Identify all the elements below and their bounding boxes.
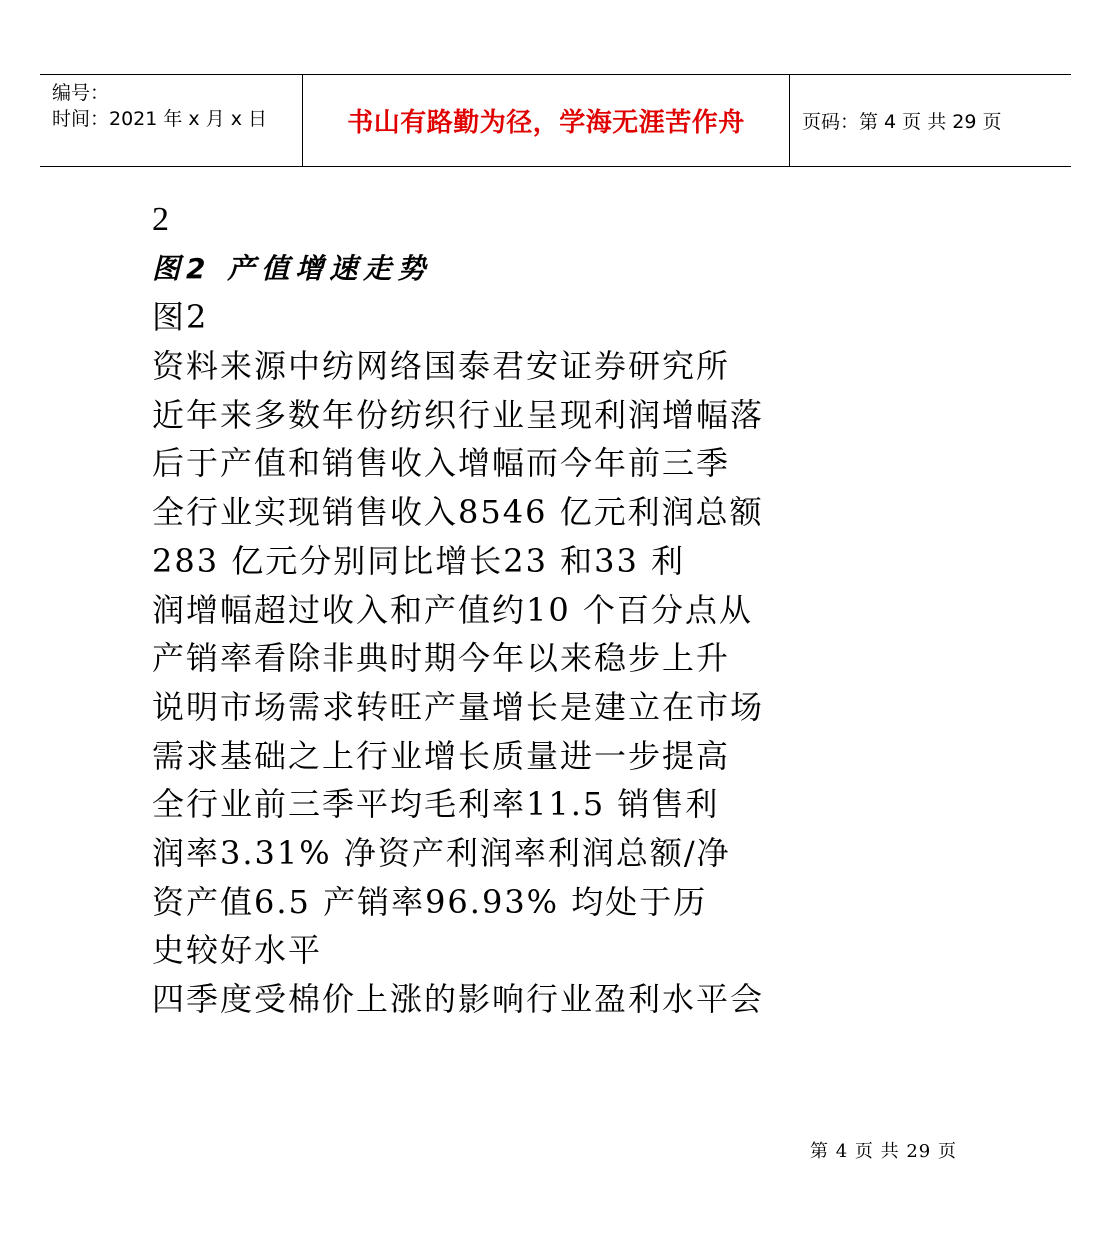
paragraph-line: 资产值6.5 产销率96.93% 均处于历 xyxy=(152,882,708,921)
header-motto-cell xyxy=(303,75,790,166)
document-body xyxy=(152,196,872,1024)
figure-number: 2 xyxy=(152,201,171,238)
paragraph-line: 283 亿元分别同比增长23 和33 利 xyxy=(152,541,686,580)
paragraph-line: 四季度受棉价上涨的影响行业盈利水平会 xyxy=(152,980,765,1018)
page-header xyxy=(40,74,1071,167)
paragraph-line: 后于产值和销售收入增幅而今年前三季 xyxy=(152,444,731,483)
paragraph-line: 产销率看除非典时期今年以来稳步上升 xyxy=(152,639,731,678)
paragraph-line: 史较好水平 xyxy=(152,931,323,970)
paragraph-line: 说明市场需求转旺产量增长是建立在市场 xyxy=(152,687,765,726)
source-line: 资料来源中纺网络国泰君安证券研究所 xyxy=(152,347,731,386)
page-footer: 第 4 页 共 29 页 xyxy=(810,1141,957,1162)
header-page-info xyxy=(790,75,1071,166)
figure-caption: 图2 产值增速走势 xyxy=(152,251,432,285)
doc-time: 时间：2021 年 x 月 x 日 xyxy=(52,108,268,130)
header-meta xyxy=(40,75,303,166)
doc-number-label: 编号： xyxy=(52,82,110,104)
paragraph-line: 润增幅超过收入和产值约10 个百分点从 xyxy=(152,590,753,629)
motto-text: 书山有路勤为径，学海无涯苦作舟 xyxy=(347,108,745,138)
header-page-number: 页码：第 4 页 共 29 页 xyxy=(802,111,1002,133)
paragraph-line: 润率3.31% 净资产利润率利润总额/净 xyxy=(152,833,731,872)
paragraph-line: 全行业前三季平均毛利率11.5 销售利 xyxy=(152,785,720,824)
paragraph-line: 近年来多数年份纺织行业呈现利润增幅落 xyxy=(152,395,765,434)
paragraph-line: 需求基础之上行业增长质量进一步提高 xyxy=(152,736,731,775)
figure-label: 图2 xyxy=(152,298,209,337)
paragraph-line: 全行业实现销售收入8546 亿元利润总额 xyxy=(152,493,764,532)
